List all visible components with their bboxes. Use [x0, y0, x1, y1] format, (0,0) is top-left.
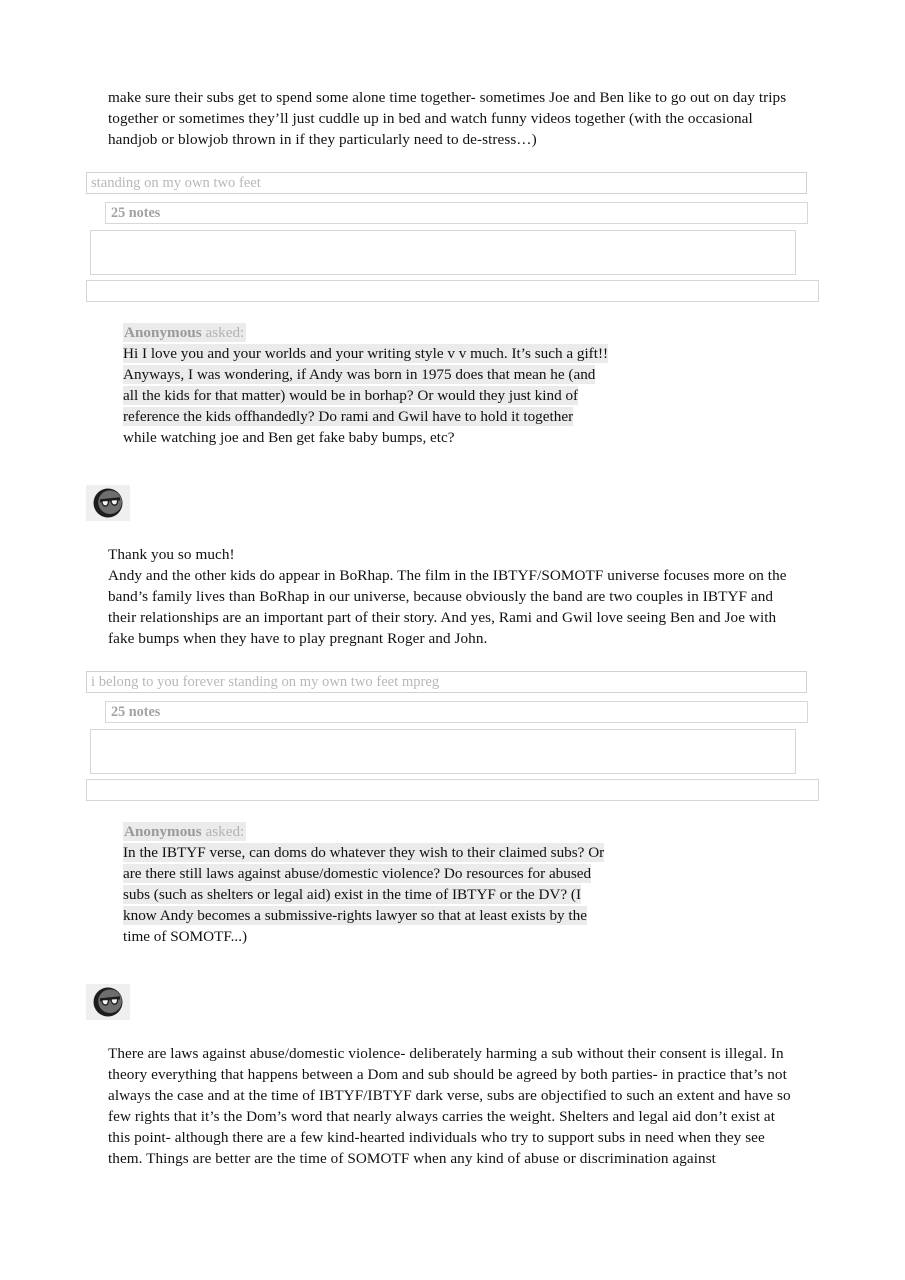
tags-field[interactable]: [86, 671, 807, 693]
ask-header-line: [123, 322, 723, 343]
ask-line: [123, 427, 723, 448]
notes-count-label: 25 notes: [111, 703, 161, 720]
notes-count-box[interactable]: [105, 701, 808, 723]
ask-block: [123, 821, 723, 948]
notes-count-box[interactable]: [105, 202, 808, 224]
ask-line-text: are there still laws against abuse/domestic violence? Do resources for abused: [123, 865, 592, 883]
ask-line: [123, 364, 723, 385]
ask-line: [123, 926, 723, 947]
ask-header-line: [123, 821, 723, 842]
ask-line-text: while watching joe and Ben get fake baby bumps, etc?: [123, 429, 455, 447]
ask-line: [123, 406, 723, 427]
asker-name: Anonymous: [124, 823, 202, 840]
notes-count-label: 25 notes: [111, 204, 161, 221]
answer-text: [108, 544, 798, 649]
ask-line-text: time of SOMOTF...): [123, 928, 248, 946]
ask-line: [123, 863, 723, 884]
sunglasses-face-avatar-icon: [91, 487, 125, 519]
ask-line-text: Hi I love you and your worlds and your writing style v v much. It’s such a gift!!: [123, 345, 609, 363]
ask-line: [123, 343, 723, 364]
ask-line-text: reference the kids offhandedly? Do rami and Gwil have to hold it together: [123, 408, 574, 426]
ask-body: [123, 343, 723, 448]
ask-line-text: Anyways, I was wondering, if Andy was born in 1975 does that mean he (and: [123, 366, 596, 384]
ask-line: [123, 842, 723, 863]
tags-text: standing on my own two feet: [91, 174, 261, 191]
paragraph: make sure their subs get to spend some alone time together- sometimes Joe and Ben like to go out on day trips together or sometimes they’ll just cuddle up in bed and watch funny videos together (with the occasional handjob or blowjob thrown in if they particularly need to de-stress…): [108, 89, 787, 149]
tags-text: i belong to you forever standing on my own two feet mpreg: [91, 673, 440, 690]
notes-list-placeholder: [90, 729, 796, 774]
asker-name: Anonymous: [124, 324, 202, 341]
asked-verb-text: asked:: [205, 823, 245, 840]
tags-field[interactable]: [86, 172, 807, 194]
notes-list-placeholder: [90, 230, 796, 275]
ask-line-text: all the kids for that matter) would be in borhap? Or would they just kind of: [123, 387, 579, 405]
post-footer-placeholder: [86, 779, 819, 801]
answer-text-continued: [108, 87, 798, 150]
asked-verb-text: asked:: [205, 324, 245, 341]
ask-line-text: subs (such as shelters or legal aid) exist in the time of IBTYF or the DV? (I: [123, 886, 582, 904]
paragraph: Andy and the other kids do appear in BoRhap. The film in the IBTYF/SOMOTF universe focuses more on the band’s family lives than BoRhap in our universe, because obviously the band are two couples in IBTYF and their relationships are an important part of their story. And yes, Rami and Gwil love seeing Ben and Joe with fake bumps when they have to play pregnant Roger and John.: [108, 567, 787, 648]
post-footer-placeholder: [86, 280, 819, 302]
sunglasses-face-avatar-icon: [91, 986, 125, 1018]
ask-block: [123, 322, 723, 449]
ask-line: [123, 385, 723, 406]
ask-header: [123, 822, 246, 841]
ask-header: [123, 323, 246, 342]
ask-line-text: know Andy becomes a submissive-rights lawyer so that at least exists by the: [123, 907, 587, 925]
paragraph: There are laws against abuse/domestic violence- deliberately harming a sub without their consent is illegal. In theory everything that happens between a Dom and sub should be agreed by both parties- in practice that’s not always the case and at the time of IBTYF/IBTYF dark verse, subs are objectified to such an extent and have so few rights that it’s the Dom’s word that nearly always carries the weight. Shelters and legal aid don’t exist at this point- although there are a few kind-hearted individuals who try to support subs in need when they see them. Things are better are the time of SOMOTF when any kind of abuse or discrimination against: [108, 1045, 791, 1168]
answer-text: [108, 1043, 798, 1170]
ask-line: [123, 884, 723, 905]
avatar[interactable]: [86, 485, 130, 521]
ask-line: [123, 905, 723, 926]
ask-line-text: In the IBTYF verse, can doms do whatever they wish to their claimed subs? Or: [123, 844, 605, 862]
avatar[interactable]: [86, 984, 130, 1020]
ask-body: [123, 842, 723, 947]
paragraph: Thank you so much!: [108, 546, 235, 563]
